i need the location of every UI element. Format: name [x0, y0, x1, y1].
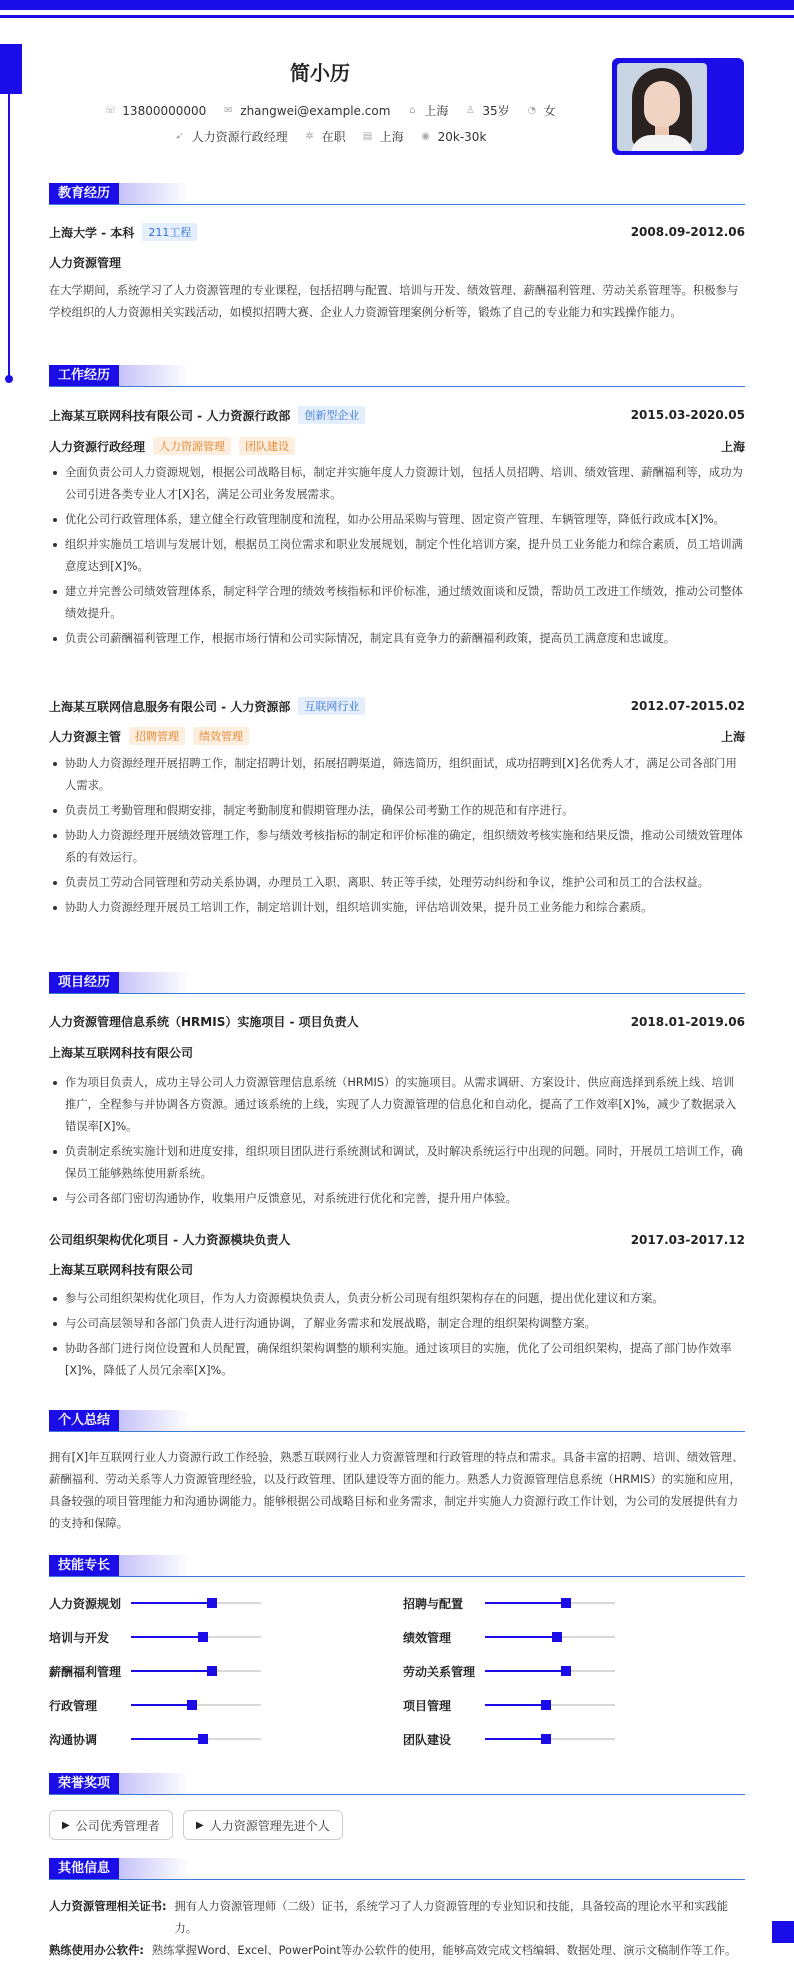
other-key: 熟练使用办公软件:	[49, 1944, 144, 1957]
work-bullets	[49, 462, 745, 653]
project-company: 上海某互联网科技有限公司	[49, 1263, 194, 1277]
skill-label: 薪酬福利管理	[49, 1664, 122, 1679]
skill-item	[403, 1630, 703, 1644]
list-item: 全面负责公司人力资源规划，根据公司战略目标，制定并实施年度人力资源计划，包括人员招聘、培训、绩效管理、薪酬福利等，成功为公司引进各类专业人才[X]名，满足公司业务发展需求。	[49, 462, 745, 506]
work-title-row	[49, 406, 745, 424]
summary-text: 拥有[X]年互联网行业人力资源行政工作经验，熟悉互联网行业人力资源管理和行政管理的特点和需求。具备丰富的招聘、培训、绩效管理、薪酬福利、劳动关系等人力资源管理经验，以及行政管理、团队建设等方面的能力。熟悉人力资源管理信息系统（HRMIS）的实施和应用，具备较强的项目管理能力和沟通协调能力。能够根据公司战略目标和业务需求，制定并实施人力资源行政工作计划，为公司的发展提供有力的支持和保障。	[49, 1451, 744, 1530]
gender-text: 女	[543, 104, 556, 118]
skill-label: 团队建设	[403, 1732, 452, 1747]
play-icon: ▶	[196, 1819, 204, 1831]
work-badge: 创新型企业	[298, 406, 365, 424]
section-title: 技能专长	[49, 1555, 119, 1577]
age-icon: ♙	[465, 105, 475, 116]
job-text: 人力资源行政经理	[191, 130, 288, 144]
salary-icon: ◉	[421, 131, 430, 142]
skill-label: 人力资源规划	[49, 1596, 122, 1611]
section-title: 其他信息	[49, 1858, 119, 1880]
skill-track	[131, 1636, 261, 1638]
top-accent-bar	[0, 0, 794, 10]
list-item: 协助人力资源经理开展绩效管理工作，参与绩效考核指标的制定和评价标准的确定，组织绩效考核实施和结果反馈，推动公司绩效管理体系的有效运行。	[49, 825, 745, 869]
list-item: 负责制定系统实施计划和进度安排，组织项目团队进行系统测试和调试，及时解决系统运行中出现的问题。同时，开展员工培训工作，确保员工能够熟练使用新系统。	[49, 1141, 745, 1185]
skill-track	[131, 1738, 261, 1740]
other-value: 熟练掌握Word、Excel、PowerPoint等办公软件的使用，能够高效完成文档编辑、数据处理、演示文稿制作等工作。	[151, 1944, 737, 1957]
city-text: 上海	[379, 130, 404, 144]
work-role: 人力资源行政经理	[49, 439, 146, 454]
skill-fill	[485, 1602, 566, 1604]
list-item: 作为项目负责人，成功主导公司人力资源管理信息系统（HRMIS）的实施项目。从需求调研、方案设计、供应商选择到系统上线、培训推广，全程参与并协调各方资源。通过该系统的上线，实现了人力资源管理的信息化和自动化，提高了工作效率[X]%，减少了数据录入错误率[X]%。	[49, 1072, 745, 1138]
work-date: 2012.07-2015.02	[630, 699, 745, 713]
status-text: 在职	[321, 130, 346, 144]
gender-icon: ◔	[527, 105, 537, 116]
list-item: 与公司各部门密切沟通协作，收集用户反馈意见，对系统进行优化和完善，提升用户体验。	[49, 1188, 745, 1210]
skill-knob	[561, 1666, 571, 1676]
email-text: zhangwei@example.com	[240, 103, 391, 118]
list-item: 协助人力资源经理开展招聘工作，制定招聘计划，拓展招聘渠道，筛选简历，组织面试，成功招聘到[X]名优秀人才，满足公司各部门用人需求。	[49, 753, 745, 797]
section-summary	[49, 1410, 745, 1432]
right-accent-block	[772, 1921, 794, 1943]
skill-fill	[485, 1636, 557, 1638]
section-education	[49, 183, 745, 205]
list-item: 与公司高层领导和各部门负责人进行沟通协调，了解业务需求和发展战略，制定合理的组织架构调整方案。	[49, 1313, 745, 1335]
list-item: 负责公司薪酬福利管理工作，根据市场行情和公司实际情况，制定具有竞争力的薪酬福利政策，提高员工满意度和忠诚度。	[49, 628, 745, 650]
skill-knob	[198, 1632, 208, 1642]
job-icon: ➹	[175, 131, 184, 142]
list-item: 建立并完善公司绩效管理体系，制定科学合理的绩效考核指标和评价标准，通过绩效面谈和反馈，帮助员工改进工作绩效，推动公司整体绩效提升。	[49, 581, 745, 625]
work-tag: 团队建设	[239, 437, 295, 455]
work-city: 上海	[720, 729, 745, 744]
skill-item	[49, 1596, 349, 1610]
skill-track	[485, 1704, 615, 1706]
location-text: 上海	[424, 104, 449, 118]
skill-fill	[131, 1704, 192, 1706]
project-title-row	[49, 1013, 745, 1030]
skill-fill	[131, 1670, 212, 1672]
work-title-row	[49, 697, 745, 715]
education-date: 2008.09-2012.06	[630, 225, 745, 239]
list-item: 组织并实施员工培训与发展计划，根据员工岗位需求和职业发展规划，制定个性化培训方案，提升员工业务能力和综合素质，员工培训满意度达到[X]%。	[49, 534, 745, 578]
list-item: 协助人力资源经理开展员工培训工作，制定培训计划，组织培训实施，评估培训效果，提升员工业务能力和综合素质。	[49, 897, 745, 919]
work-company: 上海某互联网信息服务有限公司 - 人力资源部	[49, 699, 291, 714]
skill-item	[403, 1698, 703, 1712]
city-item	[362, 128, 404, 145]
skill-track	[131, 1602, 261, 1604]
salary-item	[420, 130, 487, 144]
skill-item	[49, 1698, 349, 1712]
skill-fill	[485, 1738, 546, 1740]
education-badge: 211工程	[142, 223, 197, 241]
job-item	[174, 128, 288, 145]
status-item	[304, 128, 346, 145]
status-icon: ✲	[305, 131, 314, 142]
city-icon: ▤	[362, 131, 373, 142]
section-title: 个人总结	[49, 1410, 119, 1432]
skill-label: 招聘与配置	[403, 1596, 464, 1611]
list-item: 负责员工劳动合同管理和劳动关系协调，办理员工入职、离职、转正等手续，处理劳动纠纷和争议，维护公司和员工的合法权益。	[49, 872, 745, 894]
skill-label: 沟通协调	[49, 1732, 98, 1747]
work-tag: 招聘管理	[129, 727, 185, 745]
skill-label: 项目管理	[403, 1698, 452, 1713]
work-tag: 绩效管理	[193, 727, 249, 745]
skill-knob	[207, 1598, 217, 1608]
project-title-row	[49, 1231, 745, 1248]
phone-icon: ☏	[104, 105, 117, 116]
skill-track	[131, 1704, 261, 1706]
skill-knob	[561, 1598, 571, 1608]
project-date: 2017.03-2017.12	[630, 1232, 745, 1247]
skill-fill	[485, 1704, 546, 1706]
section-skills	[49, 1555, 745, 1577]
other-row	[49, 1896, 745, 1940]
section-title: 项目经历	[49, 972, 119, 994]
other-value: 拥有人力资源管理师（二级）证书，系统学习了人力资源管理的专业知识和技能，具备较高的理论水平和实践能力。	[174, 1900, 729, 1935]
work-tag: 人力资源管理	[153, 437, 231, 455]
mail-icon: ✉	[224, 105, 233, 116]
age-item	[464, 102, 509, 119]
skill-item	[49, 1630, 349, 1644]
list-item: 协助各部门进行岗位设置和人员配置，确保组织架构调整的顺利实施。通过该项目的实施，优化了公司组织架构，提高了部门协作效率[X]%，降低了人员冗余率[X]%。	[49, 1338, 745, 1382]
skill-label: 劳动关系管理	[403, 1664, 476, 1679]
skill-label: 绩效管理	[403, 1630, 452, 1645]
skill-knob	[198, 1734, 208, 1744]
avatar	[617, 63, 707, 151]
section-title: 荣誉奖项	[49, 1773, 119, 1795]
phone-item	[104, 104, 206, 118]
project-bullets	[49, 1288, 745, 1385]
education-major: 人力资源管理	[49, 256, 122, 270]
resume-name: 简小历	[290, 61, 350, 85]
skill-item	[403, 1596, 703, 1610]
education-school: 上海大学 - 本科	[49, 225, 135, 240]
work-city: 上海	[720, 439, 745, 454]
skill-knob	[541, 1700, 551, 1710]
project-title: 人力资源管理信息系统（HRMIS）实施项目 - 项目负责人	[49, 1015, 359, 1029]
skill-item	[403, 1664, 703, 1678]
skill-item	[403, 1732, 703, 1746]
education-title-row	[49, 223, 745, 241]
work-role-row	[49, 727, 745, 745]
skill-fill	[485, 1670, 566, 1672]
skill-knob	[552, 1632, 562, 1642]
skill-item	[49, 1732, 349, 1746]
phone-text: 13800000000	[122, 103, 207, 118]
contact-row	[40, 102, 620, 119]
gender-item	[526, 102, 556, 119]
work-date: 2015.03-2020.05	[630, 408, 745, 422]
award-label: 人力资源管理先进个人	[209, 1818, 330, 1833]
project-date: 2018.01-2019.06	[630, 1014, 745, 1029]
project-title: 公司组织架构优化项目 - 人力资源模块负责人	[49, 1233, 291, 1247]
work-role: 人力资源主管	[49, 729, 122, 744]
skill-label: 培训与开发	[49, 1630, 110, 1645]
award-label: 公司优秀管理者	[75, 1818, 160, 1833]
left-accent-dot	[5, 375, 13, 383]
intention-row	[40, 128, 620, 145]
skill-track	[485, 1738, 615, 1740]
skill-knob	[207, 1666, 217, 1676]
other-key: 人力资源管理相关证书:	[49, 1900, 167, 1913]
project-company: 上海某互联网科技有限公司	[49, 1046, 194, 1060]
email-item	[222, 104, 390, 118]
skill-fill	[131, 1602, 212, 1604]
section-work	[49, 365, 745, 387]
award-item	[183, 1810, 343, 1840]
section-project	[49, 972, 745, 994]
award-item	[49, 1810, 173, 1840]
other-row	[49, 1940, 745, 1962]
work-role-row	[49, 437, 745, 455]
section-other	[49, 1858, 745, 1880]
left-accent-line	[8, 94, 10, 378]
section-title: 工作经历	[49, 365, 119, 387]
project-bullets	[49, 1072, 745, 1213]
section-awards	[49, 1773, 745, 1795]
education-desc: 在大学期间，系统学习了人力资源管理的专业课程，包括招聘与配置、培训与开发、绩效管理、薪酬福利管理、劳动关系管理等。积极参与学校组织的人力资源相关实践活动，如模拟招聘大赛、企业人力资源管理案例分析等，锻炼了自己的专业能力和实践操作能力。	[49, 284, 739, 319]
salary-text: 20k-30k	[437, 129, 487, 144]
skill-fill	[131, 1636, 203, 1638]
skill-track	[485, 1602, 615, 1604]
location-item	[406, 102, 448, 119]
age-text: 35岁	[482, 104, 510, 118]
work-bullets	[49, 753, 745, 922]
skill-track	[485, 1636, 615, 1638]
skill-knob	[541, 1734, 551, 1744]
skill-item	[49, 1664, 349, 1678]
top-accent-line	[0, 15, 794, 18]
list-item: 负责员工考勤管理和假期安排，制定考勤制度和假期管理办法，确保公司考勤工作的规范和有序进行。	[49, 800, 745, 822]
list-item: 参与公司组织架构优化项目，作为人力资源模块负责人，负责分析公司现有组织架构存在的问题，提出优化建议和方案。	[49, 1288, 745, 1310]
skill-track	[131, 1670, 261, 1672]
home-icon: ⌂	[409, 105, 416, 116]
section-title: 教育经历	[49, 183, 119, 205]
list-item: 优化公司行政管理体系，建立健全行政管理制度和流程，如办公用品采购与管理、固定资产管理、车辆管理等，降低行政成本[X]%。	[49, 509, 745, 531]
skill-fill	[131, 1738, 203, 1740]
work-company: 上海某互联网科技有限公司 - 人力资源行政部	[49, 408, 291, 423]
skill-label: 行政管理	[49, 1698, 98, 1713]
skill-knob	[187, 1700, 197, 1710]
skill-track	[485, 1670, 615, 1672]
play-icon: ▶	[62, 1819, 70, 1831]
work-badge: 互联网行业	[298, 697, 365, 715]
